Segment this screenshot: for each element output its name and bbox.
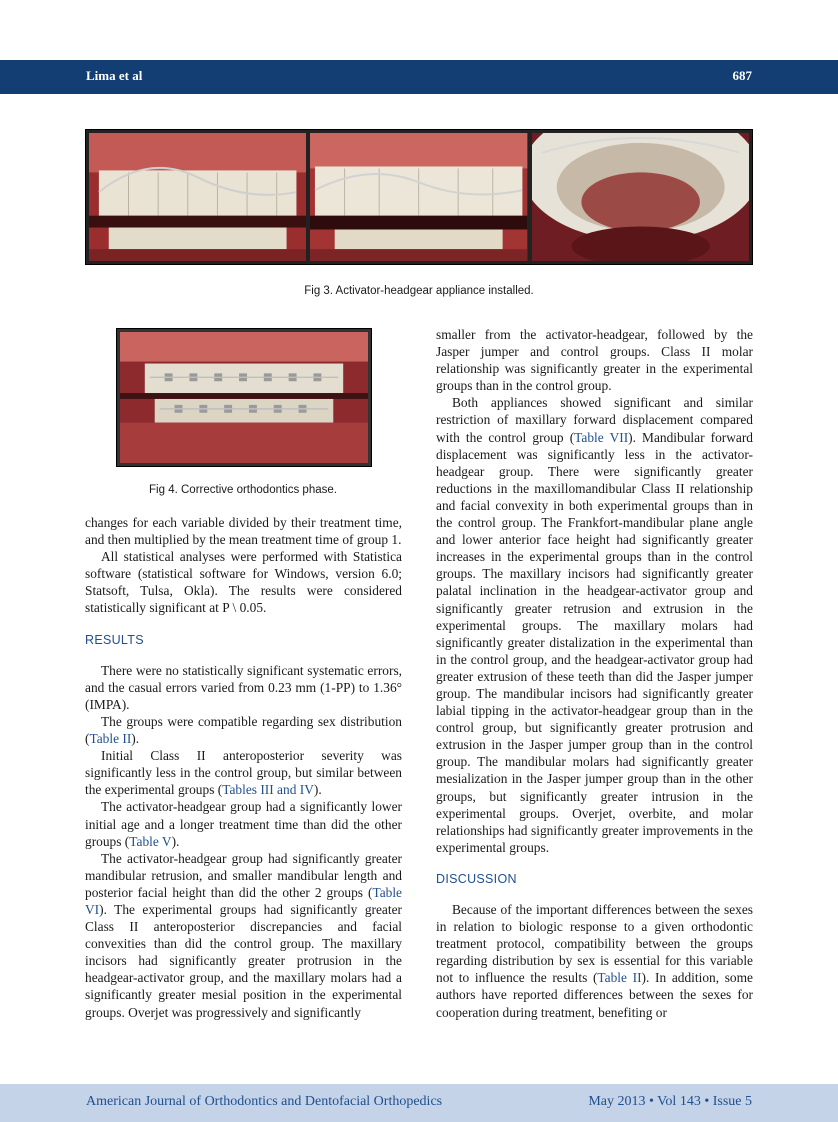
fig3-photo-left <box>89 133 306 261</box>
journal-name: American Journal of Orthodontics and Dentofacial Orthopedics <box>86 1094 443 1109</box>
right-column <box>436 326 753 1021</box>
paragraph: The groups were compatible regarding sex distribution (Table II). <box>85 713 402 747</box>
fig3-photo-center <box>310 133 527 261</box>
page-number: 687 <box>732 68 752 83</box>
table-link[interactable]: Table VI <box>85 884 402 917</box>
issue-info: May 2013 • Vol 143 • Issue 5 <box>588 1094 752 1109</box>
paragraph: There were no statistically significant systematic errors, and the casual errors varied from 0.23 mm (1-PP) to 1.36° (IMPA). <box>85 662 402 712</box>
table-link[interactable]: Table II <box>89 731 132 747</box>
table-link[interactable]: Table V <box>129 833 172 849</box>
fig4-caption: Fig 4. Corrective orthodontics phase. <box>149 484 337 496</box>
paragraph: Initial Class II anteroposterior severity was significantly less in the control group, but similar between the experimental groups (Tables III and IV). <box>85 748 402 798</box>
paragraph: Both appliances showed significant and similar restriction of maxillary forward displacement compared with the control group (Table VII). Mandibular forward displacement was significantly less in the activator-headgear group. There were significantly greater reductions in the maxillomandibular Class II relationship and facial convexity in both experimental groups than in the control group. The Frankfort-mandibular plane angle and lower anterior face height had significantly greater increases in the experimental groups than in the control groups. The maxillary incisors had significantly greater palatal inclination in the headgear-activator group and significantly greater retrusion and extrusion in the experimental groups. The maxillary molars had significantly greater distalization in the experimental than in the control group, and the headgear-activator group had greater extrusion of these teeth than did the Jasper jumper group. The mandibular incisors had significantly greater labial tipping in the activator-headgear group than in the control group, but significantly greater protrusion and extrusion in the Jasper jumper group than in the control group. The mandibular molars had significantly greater mesialization in the Jasper jumper group than in the other groups, but significantly greater intrusion in the experimental groups. Overjet, overbite, and molar relationships had significantly greater improvements in the experimental groups. <box>436 395 754 855</box>
discussion-heading: DISCUSSION <box>436 871 517 886</box>
fig3-caption: Fig 3. Activator-headgear appliance installed. <box>304 285 534 297</box>
table-link[interactable]: Table II <box>597 970 642 986</box>
paragraph: All statistical analyses were performed with Statistica software (statistical software for Windows, version 6.0; Statsoft, Tulsa, Okla). The results were considered statistically significant at P \ 0.05. <box>85 549 402 616</box>
paragraph: smaller from the activator-headgear, followed by the Jasper jumper and control groups. Class II molar relationship was significantly greater in the experimental groups than in the control group. <box>436 327 753 394</box>
figure-4-photo <box>116 328 372 467</box>
table-link[interactable]: Table VII <box>574 429 629 445</box>
left-column <box>85 514 402 1021</box>
figure-3-photos <box>85 129 753 265</box>
header-authors: Lima et al <box>86 68 143 83</box>
table-link[interactable]: Tables III and IV <box>222 782 314 798</box>
paragraph: Because of the important differences between the sexes in relation to biologic response to a given orthodontic treatment protocol, compatibility between the groups regarding distribution by sex is essential for this variable not to influence the results (Table II). In addition, some authors have reported differences between the sexes for cooperation during treatment, benefiting or <box>436 902 753 1020</box>
running-header <box>0 60 838 94</box>
paragraph: The activator-headgear group had a significantly lower initial age and a longer treatment time than did the other groups (Table V). <box>85 799 402 849</box>
running-footer <box>0 1084 838 1122</box>
paragraph: The activator-headgear group had significantly greater mandibular retrusion, and smaller mandibular length and posterior facial height than did the other 2 groups (Table VI). The experimental groups had significantly greater Class II anteroposterior discrepancies and facial convexities than did the control group. The maxillary incisors had significantly greater protrusion in the headgear-activator group, and the maxillary molars had a significantly greater mesial position in the experimental groups. Overjet was progressively and significantly <box>85 850 402 1020</box>
paragraph: changes for each variable divided by their treatment time, and then multiplied by the mean treatment time of group 1. <box>85 515 402 548</box>
fig3-photo-right <box>532 133 749 261</box>
results-heading: RESULTS <box>85 632 144 647</box>
